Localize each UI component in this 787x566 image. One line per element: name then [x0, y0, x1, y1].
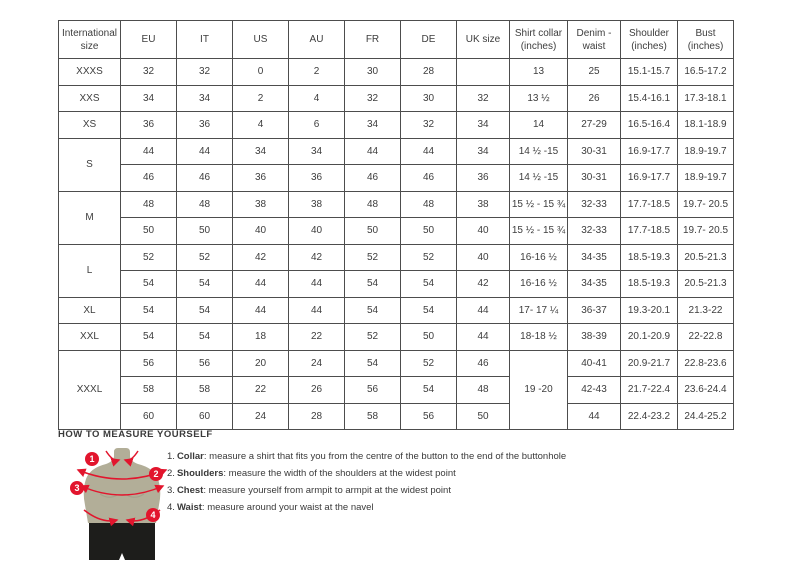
table-cell: 34 [177, 85, 233, 112]
table-cell: 58 [345, 403, 401, 430]
table-cell: 44 [177, 138, 233, 165]
table-cell: 20.5-21.3 [678, 271, 734, 298]
table-cell: 14 ½ -15 [510, 138, 568, 165]
table-cell: 38-39 [568, 324, 621, 351]
step-number: 2. [167, 468, 175, 479]
table-cell: 44 [233, 297, 289, 324]
table-cell: 42-43 [568, 377, 621, 404]
table-cell: 48 [401, 191, 457, 218]
table-cell: 18 [233, 324, 289, 351]
column-header: Shirt collar (inches) [510, 21, 568, 59]
table-cell: 40 [457, 218, 510, 245]
step-label: Collar [176, 451, 204, 462]
table-cell: 44 [457, 324, 510, 351]
column-header: FR [345, 21, 401, 59]
table-cell: 50 [345, 218, 401, 245]
table-cell: 48 [345, 191, 401, 218]
table-cell: 20 [233, 350, 289, 377]
table-cell: 19.3-20.1 [621, 297, 678, 324]
step-label: Shoulders [176, 468, 224, 479]
measure-step-waist [167, 502, 566, 519]
table-row [59, 85, 734, 112]
size-chart-table [58, 20, 734, 430]
column-header: Bust (inches) [678, 21, 734, 59]
table-cell: 50 [457, 403, 510, 430]
table-cell: L [59, 244, 121, 297]
table-cell: XS [59, 112, 121, 139]
table-cell: 16.5-16.4 [621, 112, 678, 139]
step-text: : measure yourself from armpit to armpit at the widest point [203, 485, 451, 496]
table-row [59, 59, 734, 86]
table-cell: 17.7-18.5 [621, 191, 678, 218]
table-cell: 30 [401, 85, 457, 112]
table-cell: 26 [568, 85, 621, 112]
table-cell: 13 [510, 59, 568, 86]
table-cell: 16-16 ½ [510, 271, 568, 298]
column-header: International size [59, 21, 121, 59]
table-cell: 36 [289, 165, 345, 192]
table-cell: 15.1-15.7 [621, 59, 678, 86]
table-cell: 30-31 [568, 165, 621, 192]
measure-step-shoulders [167, 468, 566, 485]
column-header: DE [401, 21, 457, 59]
table-cell: 52 [177, 244, 233, 271]
table-cell: 20.5-21.3 [678, 244, 734, 271]
header-row [59, 21, 734, 59]
table-cell: 30 [345, 59, 401, 86]
table-cell: 58 [177, 377, 233, 404]
table-cell: 30-31 [568, 138, 621, 165]
table-cell: 44 [457, 297, 510, 324]
table-cell: 54 [401, 297, 457, 324]
table-row [59, 324, 734, 351]
size-table-body [59, 59, 734, 430]
table-cell: 36 [233, 165, 289, 192]
table-cell: XXXL [59, 350, 121, 430]
table-cell: 38 [233, 191, 289, 218]
table-cell: 50 [121, 218, 177, 245]
table-cell: 54 [345, 271, 401, 298]
table-cell: 40 [289, 218, 345, 245]
table-cell: 44 [289, 297, 345, 324]
table-cell: 42 [457, 271, 510, 298]
table-cell: XXL [59, 324, 121, 351]
column-header: Denim - waist [568, 21, 621, 59]
table-cell: 34 [121, 85, 177, 112]
table-row [59, 403, 734, 430]
table-cell: 32 [177, 59, 233, 86]
table-cell: 46 [121, 165, 177, 192]
table-cell: 48 [121, 191, 177, 218]
table-cell: 21.3-22 [678, 297, 734, 324]
table-cell: 4 [289, 85, 345, 112]
table-cell: 22.4-23.2 [621, 403, 678, 430]
table-cell: 19.7- 20.5 [678, 191, 734, 218]
table-row [59, 297, 734, 324]
table-cell: 34-35 [568, 271, 621, 298]
table-cell: XXS [59, 85, 121, 112]
measure-point-badge-4: 4 [146, 508, 160, 522]
table-cell: 16.9-17.7 [621, 165, 678, 192]
table-cell: 17.7-18.5 [621, 218, 678, 245]
step-number: 4. [167, 502, 175, 513]
step-label: Waist [176, 502, 202, 513]
column-header: Shoulder (inches) [621, 21, 678, 59]
table-row [59, 350, 734, 377]
table-cell: 54 [121, 324, 177, 351]
table-cell: 18.5-19.3 [621, 271, 678, 298]
step-number: 3. [167, 485, 175, 496]
table-cell: 46 [345, 165, 401, 192]
table-cell: 0 [233, 59, 289, 86]
table-cell: 2 [289, 59, 345, 86]
table-cell: 40 [233, 218, 289, 245]
table-row [59, 165, 734, 192]
table-cell: 2 [233, 85, 289, 112]
table-cell: 54 [345, 297, 401, 324]
table-cell: 36 [457, 165, 510, 192]
step-number: 1. [167, 451, 175, 462]
table-row [59, 244, 734, 271]
table-cell: S [59, 138, 121, 191]
table-cell: 50 [177, 218, 233, 245]
measure-point-badge-3: 3 [70, 481, 84, 495]
table-cell: 26 [289, 377, 345, 404]
table-cell: 15 ½ - 15 ¾ [510, 218, 568, 245]
column-header: EU [121, 21, 177, 59]
table-cell: 32 [457, 85, 510, 112]
table-row [59, 218, 734, 245]
table-cell: 44 [568, 403, 621, 430]
how-to-measure-heading: HOW TO MEASURE YOURSELF [58, 429, 213, 440]
table-cell: 18.1-18.9 [678, 112, 734, 139]
table-cell: 32 [401, 112, 457, 139]
table-cell: 15 ½ - 15 ¾ [510, 191, 568, 218]
table-cell: 25 [568, 59, 621, 86]
table-cell: 44 [233, 271, 289, 298]
table-cell: 34 [457, 138, 510, 165]
table-cell: 24.4-25.2 [678, 403, 734, 430]
column-header: IT [177, 21, 233, 59]
table-cell: 46 [177, 165, 233, 192]
table-row [59, 112, 734, 139]
table-cell: 34 [233, 138, 289, 165]
table-cell: 21.7-22.4 [621, 377, 678, 404]
table-cell: 13 ½ [510, 85, 568, 112]
table-cell [457, 59, 510, 86]
table-cell: 56 [121, 350, 177, 377]
column-header: AU [289, 21, 345, 59]
table-cell: 16.9-17.7 [621, 138, 678, 165]
table-cell: 32-33 [568, 218, 621, 245]
table-cell: 20.9-21.7 [621, 350, 678, 377]
table-cell: 36-37 [568, 297, 621, 324]
table-cell: 52 [121, 244, 177, 271]
table-cell: 19.7- 20.5 [678, 218, 734, 245]
table-cell: 22 [233, 377, 289, 404]
table-cell: 54 [121, 271, 177, 298]
table-cell: 32 [121, 59, 177, 86]
step-label: Chest [176, 485, 204, 496]
table-cell: 54 [177, 271, 233, 298]
measure-point-badge-2: 2 [149, 467, 163, 481]
measure-steps [167, 451, 566, 519]
table-cell: 4 [233, 112, 289, 139]
table-cell: 50 [401, 324, 457, 351]
mannequin-figure [62, 446, 182, 566]
table-cell: 44 [401, 138, 457, 165]
step-text: : measure a shirt that fits you from the centre of the button to the end of the buttonhole [203, 451, 567, 462]
table-cell: 28 [289, 403, 345, 430]
table-cell: 58 [121, 377, 177, 404]
table-cell: 22-22.8 [678, 324, 734, 351]
table-cell: 54 [177, 324, 233, 351]
column-header: US [233, 21, 289, 59]
table-cell: 56 [401, 403, 457, 430]
table-cell: 54 [177, 297, 233, 324]
table-cell: 40-41 [568, 350, 621, 377]
table-cell: 52 [345, 324, 401, 351]
step-text: : measure around your waist at the navel [201, 502, 374, 513]
table-cell: 38 [457, 191, 510, 218]
table-cell: 36 [121, 112, 177, 139]
table-cell: 60 [177, 403, 233, 430]
table-cell: 19 -20 [510, 350, 568, 430]
table-cell: 34 [345, 112, 401, 139]
table-cell: 32 [345, 85, 401, 112]
table-cell: 27-29 [568, 112, 621, 139]
table-cell: 16-16 ½ [510, 244, 568, 271]
table-cell: 44 [289, 271, 345, 298]
table-cell: 22 [289, 324, 345, 351]
table-row [59, 138, 734, 165]
measure-step-collar [167, 451, 566, 468]
table-cell: 17- 17 ¼ [510, 297, 568, 324]
table-cell: 54 [121, 297, 177, 324]
table-cell: 54 [345, 350, 401, 377]
table-cell: 18.9-19.7 [678, 138, 734, 165]
table-cell: 22.8-23.6 [678, 350, 734, 377]
table-cell: 14 [510, 112, 568, 139]
table-cell: 44 [121, 138, 177, 165]
table-cell: 42 [289, 244, 345, 271]
table-cell: 16.5-17.2 [678, 59, 734, 86]
table-cell: 28 [401, 59, 457, 86]
table-row [59, 377, 734, 404]
measure-step-chest [167, 485, 566, 502]
table-cell: 40 [457, 244, 510, 271]
table-row [59, 191, 734, 218]
measure-figure [62, 446, 182, 566]
table-cell: 38 [289, 191, 345, 218]
table-cell: 52 [345, 244, 401, 271]
table-cell: XXXS [59, 59, 121, 86]
table-cell: 60 [121, 403, 177, 430]
table-cell: 42 [233, 244, 289, 271]
table-cell: 18.5-19.3 [621, 244, 678, 271]
step-text: : measure the width of the shoulders at the widest point [223, 468, 456, 479]
table-row [59, 271, 734, 298]
table-cell: 52 [401, 244, 457, 271]
table-cell: XL [59, 297, 121, 324]
table-cell: 18-18 ½ [510, 324, 568, 351]
table-cell: M [59, 191, 121, 244]
table-cell: 14 ½ -15 [510, 165, 568, 192]
table-cell: 6 [289, 112, 345, 139]
table-cell: 54 [401, 271, 457, 298]
table-cell: 44 [345, 138, 401, 165]
table-cell: 23.6-24.4 [678, 377, 734, 404]
table-cell: 34 [289, 138, 345, 165]
measure-point-badge-1: 1 [85, 452, 99, 466]
table-cell: 34 [457, 112, 510, 139]
table-cell: 48 [177, 191, 233, 218]
table-cell: 52 [401, 350, 457, 377]
mannequin-shorts [89, 523, 155, 560]
table-cell: 46 [401, 165, 457, 192]
table-cell: 17.3-18.1 [678, 85, 734, 112]
table-cell: 56 [177, 350, 233, 377]
table-cell: 36 [177, 112, 233, 139]
table-cell: 24 [233, 403, 289, 430]
table-cell: 15.4-16.1 [621, 85, 678, 112]
table-cell: 34-35 [568, 244, 621, 271]
table-cell: 18.9-19.7 [678, 165, 734, 192]
table-cell: 56 [345, 377, 401, 404]
table-cell: 54 [401, 377, 457, 404]
table-cell: 24 [289, 350, 345, 377]
column-header: UK size [457, 21, 510, 59]
table-cell: 20.1-20.9 [621, 324, 678, 351]
table-cell: 32-33 [568, 191, 621, 218]
table-cell: 48 [457, 377, 510, 404]
table-cell: 50 [401, 218, 457, 245]
table-cell: 46 [457, 350, 510, 377]
